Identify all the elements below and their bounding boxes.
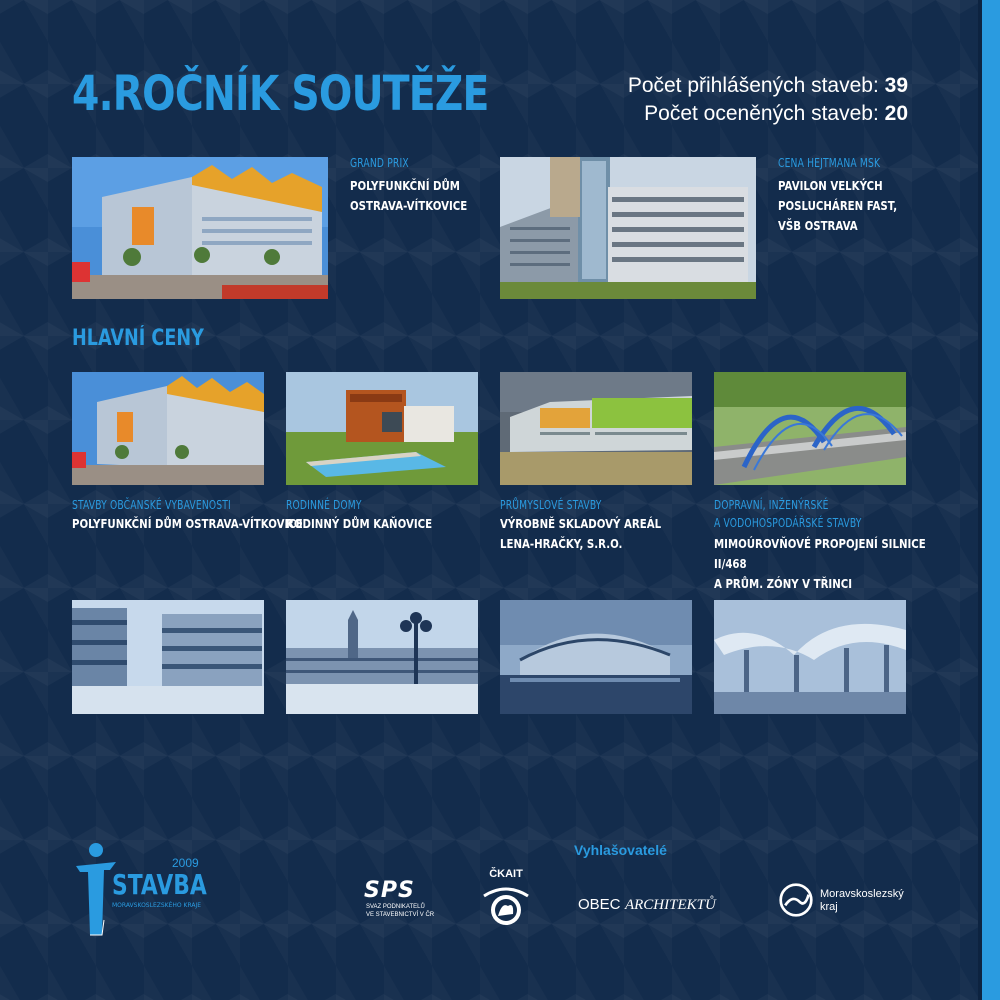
prize-name-family: RODINNÝ DŮM KAŇOVICE [286, 517, 433, 531]
obec-part1: OBEC [578, 896, 621, 913]
stavba-logo-word: STAVBA [112, 868, 207, 901]
sps-logo-sub1: SVAZ PODNIKATELŮ [366, 904, 425, 910]
prize-photo-family [286, 372, 478, 485]
stavba-logo-year: 2009 [172, 856, 199, 870]
page-title: 4.ROČNÍK SOUTĚŽE [72, 66, 489, 122]
obec-part2: ARCHITEKTŮ [624, 897, 716, 913]
stavba-logo [70, 840, 230, 940]
prize-photo-transport [714, 372, 906, 485]
kraj-emblem-icon [778, 882, 814, 918]
prize-photo-civic [72, 372, 264, 485]
grand-prix-photo [72, 157, 328, 299]
sps-logo-sub2: VE STAVEBNICTVÍ V ČR [366, 912, 435, 918]
ckait-logo-mark: ČKAIT [489, 868, 523, 880]
kraj-line1: Moravskoslezský [820, 888, 904, 900]
prize-photo-industrial [500, 372, 692, 485]
cena-hejtmana-name: PAVILON VELKÝCH POSLUCHÁREN FAST, VŠB OSTRAVA [778, 179, 898, 233]
awarded-count: Počet oceněných staveb: 20 [644, 102, 908, 125]
counts-block [628, 72, 908, 128]
prize-category-transport: DOPRAVNÍ, INŽENÝRSKÉ A VODOHOSPODÁŘSKÉ STAVBY [714, 498, 862, 530]
mono-photo-pavilion [500, 600, 692, 714]
kraj-line2: kraj [820, 901, 838, 913]
stavba-logo-sub: MORAVSKOSLEZSKÉHO KRAJE [112, 902, 202, 909]
prize-name-civic: POLYFUNKČNÍ DŮM OSTRAVA-VÍTKOVICE [72, 517, 303, 531]
prize-name-industrial: VÝROBNĚ SKLADOVÝ AREÁL LENA-HRAČKY, S.R.O. [500, 517, 662, 551]
ckait-logo [478, 868, 534, 934]
sps-logo-mark: SPS [364, 878, 415, 903]
prize-category-industrial: PRŮMYSLOVÉ STAVBY [500, 498, 602, 512]
cena-hejtmana-photo [500, 157, 756, 299]
mono-photo-apartments [72, 600, 264, 714]
mono-photo-canopy [714, 600, 906, 714]
grand-prix-name: POLYFUNKČNÍ DŮM OSTRAVA-VÍTKOVICE [350, 179, 468, 213]
right-accent-bar [978, 0, 1000, 1000]
sps-logo [364, 878, 444, 924]
main-prizes-title: HLAVNÍ CENY [72, 326, 204, 351]
grand-prix-category: GRAND PRIX [350, 156, 409, 170]
prize-category-civic: STAVBY OBČANSKÉ VYBAVENOSTI [72, 498, 231, 512]
cena-hejtmana-category: CENA HEJTMANA MSK [778, 156, 881, 170]
moravskoslezsky-kraj-logo [778, 880, 918, 930]
announcers-label: Vyhlašovatelé [574, 842, 667, 858]
mono-photo-square [286, 600, 478, 714]
prize-name-transport: MIMOÚROVŇOVÉ PROPOJENÍ SILNICE II/468 A PRŮM. ZÓNY V TŘINCI [714, 537, 926, 591]
prize-category-family: RODINNÉ DOMY [286, 498, 362, 512]
registered-count: Počet přihlášených staveb: 39 [627, 74, 908, 97]
obec-architektu-logo [578, 896, 728, 920]
